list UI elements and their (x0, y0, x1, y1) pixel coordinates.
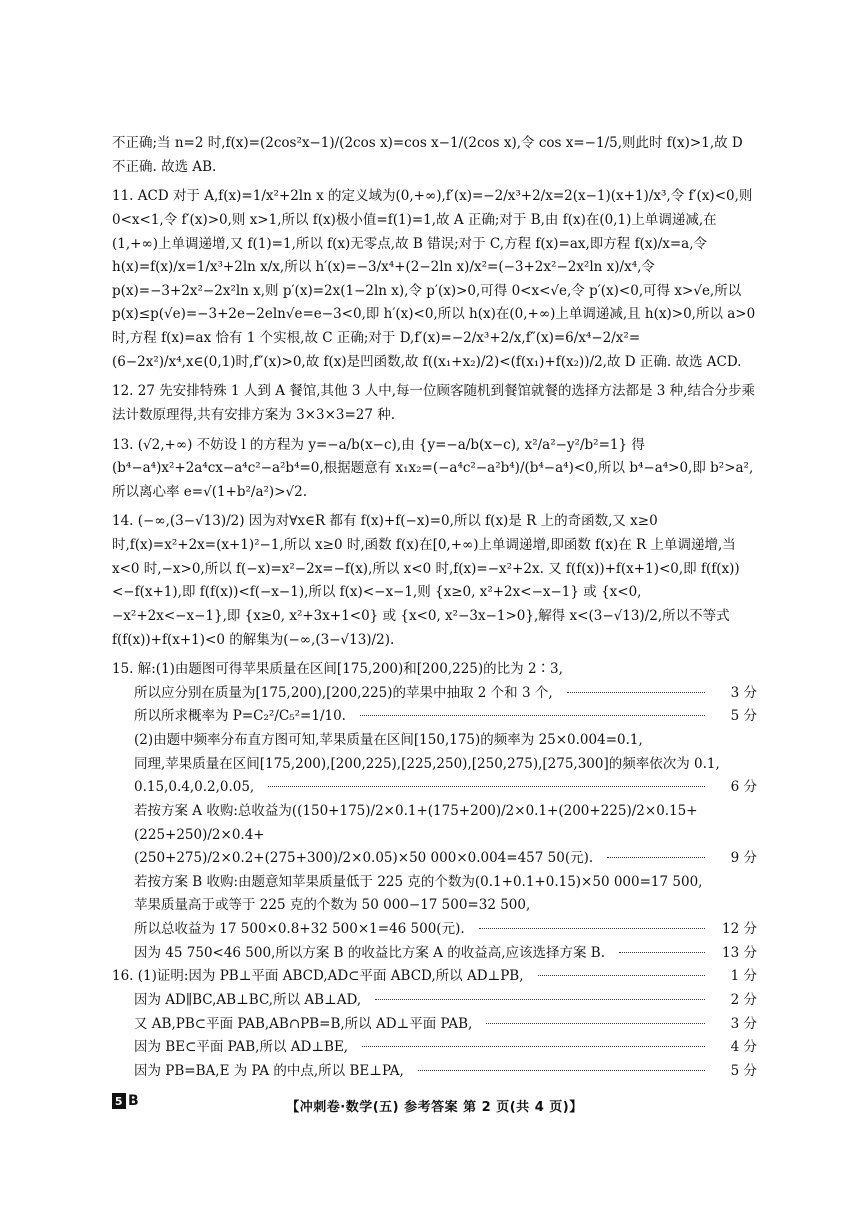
score-label: 2 分 (730, 991, 757, 1008)
answer-15-step-3: (2)由题中频率分布直方图可知,苹果质量在区间[150,175)的频率为 25×0.004=0.1, (134, 732, 643, 748)
answer-15 (112, 658, 757, 965)
dot-leader (567, 692, 705, 693)
answer-16-step-2 (112, 989, 757, 1013)
answer-16-step-1-text: 16. (1)证明:因为 PB⊥平面 ABCD,AD⊂平面 ABCD,所以 AD⊥PB, (112, 968, 524, 985)
answer-15-step-11 (112, 942, 757, 966)
dot-leader (486, 1023, 705, 1024)
footer-title: 【冲刺卷·数学(五) 参考答案 第 2 页(共 4 页)】 (286, 1099, 583, 1115)
answer-12: 12. 27 先安排特殊 1 人到 A 餐馆,其他 3 人中,每一位顾客随机到餐馆就餐的选择方法都是 3 种,结合分步乘法计数原理得,共有安排方案为 3×3×3=27 种. (112, 383, 755, 423)
answer-15-step-5 (112, 776, 757, 800)
answer-content (112, 132, 757, 1083)
dot-leader (418, 1070, 705, 1071)
dot-leader (362, 1046, 705, 1047)
score-label: 5 分 (730, 1062, 757, 1079)
score-label: 1 分 (730, 968, 757, 985)
answer-15-step-4: 同理,苹果质量在区间[175,200),[200,225),[225,250),[250,275),[275,300]的频率依次为 0.1, (134, 755, 720, 772)
dot-leader (538, 975, 705, 976)
page-footer (112, 1093, 757, 1117)
answer-15-intro: 15. 解:(1)由题图可得苹果质量在区间[175,200)和[200,225)的比为 2∶3, (112, 661, 563, 678)
dot-leader (268, 786, 705, 787)
answer-15-step-7 (112, 847, 757, 871)
answer-13: 13. (√2,+∞) 不妨设 l 的方程为 y=−a/b(x−c),由 {y=−a/b(x−c), x²/a²−y²/b²=1} 得 (b⁴−a⁴)x²+2a⁴cx−a⁴c²−a²b⁴=0,根据题意有 x₁x₂=(−a⁴c²−a²b⁴)/(b⁴−a⁴)<0,所以 b⁴−a⁴>0,即 b²>a²,所以离心率 e=√(1+b²/a²)>√2. (112, 436, 754, 500)
answer-16-step-3-text: 又 AB,PB⊂平面 PAB,AB∩PB=B,所以 AD⊥平面 PAB, (134, 1015, 473, 1032)
answer-15-step-8: 若按方案 B 收购:由题意知苹果质量低于 225 克的个数为(0.1+0.1+0.15)×50 000=17 500, (134, 873, 703, 890)
answer-15-step-5-text: 0.15,0.4,0.2,0.05, (134, 779, 255, 796)
score-label: 4 分 (730, 1039, 757, 1056)
answer-15-step-10 (112, 918, 757, 942)
dot-leader (479, 928, 705, 929)
answer-15-step-11-text: 因为 45 750<46 500,所以方案 B 的收益比方案 A 的收益高,应该选择方案 B. (134, 944, 605, 961)
answer-11: 11. ACD 对于 A,f(x)=1/x²+2ln x 的定义域为(0,+∞),f′(x)=−2/x³+2/x=2(x−1)(x+1)/x³,令 f′(x)<0,则 0<x<1,令 f′(x)>0,则 x>1,所以 f(x)极小值=f(1)=1,故 A 正确;对于 B,由 f(x)在(0,1)上单调递减,在(1,+∞)上单调递增,又 f(1)=1,所以 f(x)无零点,故 B 错误;对于 C,方程 f(x)=ax,即方程 f(x)/x=a,令 h(x)=f(x)/x=1/x³+2ln x/x,所以 h′(x)=−3/x⁴+(2−2ln x)/x²=(−3+2x²−2x²ln x)/x⁴,令 p(x)=−3+2x²−2x²ln x,则 p′(x)=2x(1−2ln x),令 p′(x)>0,可得 0<x<√e,令 p′(x)<0,可得 x>√e,所以 p(x)≤p(√e)=−3+2e−2eln√e=e−3<0,即 h′(x)<0,所以 h(x)在(0,+∞)上单调递减,且 h(x)>0,所以 a>0 时,方程 f(x)=ax 恰有 1 个实根,故 C 正确;对于 D,f′(x)=−2/x³+2/x,f″(x)=6/x⁴−2/x²=(6−2x²)/x⁴,x∈(0,1)时,f″(x)>0,故 f(x)是凹函数,故 f((x₁+x₂)/2)<(f(x₁)+f(x₂))/2,故 D 正确. 故选 ACD. (112, 188, 756, 370)
score-label: 9 分 (730, 850, 757, 867)
badge-letter: B (128, 1093, 140, 1109)
answer-15-step-2 (112, 705, 757, 729)
answer-15-step-2-text: 所以所求概率为 P=C₂²/C₅²=1/10. (134, 708, 346, 725)
score-label: 12 分 (722, 921, 757, 937)
answer-16-step-3 (112, 1013, 757, 1037)
answer-16-step-4-text: 因为 BE⊂平面 PAB,所以 AD⊥BE, (134, 1039, 349, 1056)
dot-leader (360, 715, 705, 716)
score-label: 5 分 (730, 708, 757, 725)
answer-continuation: 不正确;当 n=2 时,f(x)=(2cos²x−1)/(2cos x)=cos x−1/(2cos x),令 cos x=−1/5,则此时 f(x)>1,故 D 不正确. 故选 AB. (112, 135, 743, 175)
dot-leader (619, 952, 705, 953)
answer-15-step-9: 苹果质量高于或等于 225 克的个数为 50 000−17 500=32 500, (134, 897, 531, 914)
paper-badge (112, 1093, 139, 1109)
dot-leader (607, 857, 705, 858)
score-label: 6 分 (730, 779, 757, 796)
answer-15-step-7-text: (250+275)/2×0.2+(275+300)/2×0.05)×50 000×0.004=457 50(元). (134, 850, 594, 867)
score-label: 13 分 (722, 944, 757, 961)
answer-14: 14. (−∞,(3−√13)/2) 因为对∀x∈R 都有 f(x)+f(−x)=0,所以 f(x)是 R 上的奇函数,又 x≥0 时,f(x)=x²+2x=(x+1)²−1,所以 x≥0 时,函数 f(x)在[0,+∞)上单调递增,即函数 f(x)在 R 上单调递增,当 x<0 时,−x>0,所以 f(−x)=x²−2x=−f(x),所以 x<0 时,f(x)=−x²+2x. 又 f(f(x))+f(x+1)<0,即 f(f(x))<−f(x+1),即 f(f(x))<f(−x−1),所以 f(x)<−x−1,则 {x≥0, x²+2x<−x−1} 或 {x<0, −x²+2x<−x−1},即 {x≥0, x²+3x+1<0} 或 {x<0, x²−3x−1>0},解得 x<(3−√13)/2,所以不等式 f(f(x))+f(x+1)<0 的解集为(−∞,(3−√13)/2). (112, 513, 740, 648)
badge-box: 5 (112, 1093, 126, 1109)
answer-15-step-6: 若按方案 A 收购:总收益为((150+175)/2×0.1+(175+200)/2×0.1+(200+225)/2×0.15+(225+250)/2×0.4+ (134, 802, 698, 843)
answer-16-step-4 (112, 1036, 757, 1060)
answer-16 (112, 965, 757, 1083)
answer-16-step-2-text: 因为 AD∥BC,AB⊥BC,所以 AB⊥AD, (134, 991, 362, 1008)
answer-16-step-5 (112, 1060, 757, 1084)
answer-15-step-1 (112, 682, 757, 706)
answer-16-step-1 (112, 965, 757, 989)
answer-15-step-1-text: 所以应分别在质量为[175,200),[200,225)的苹果中抽取 2 个和 3 个, (134, 684, 553, 701)
score-label: 3 分 (730, 1015, 757, 1032)
score-label: 3 分 (730, 684, 757, 701)
answer-16-step-5-text: 因为 PB=BA,E 为 PA 的中点,所以 BE⊥PA, (134, 1062, 404, 1079)
dot-leader (375, 999, 705, 1000)
answer-15-step-10-text: 所以总收益为 17 500×0.8+32 500×1=46 500(元). (134, 921, 465, 937)
